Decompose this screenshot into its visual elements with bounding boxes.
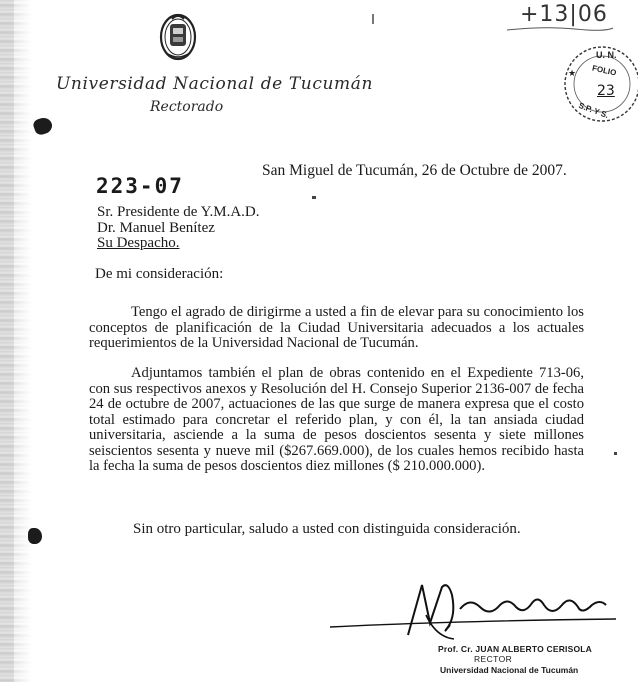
paragraph-1-text: Tengo el agrado de dirigirme a usted a fin de elevar para su conocimiento los conceptos de planificación de la Ciudad Universitaria adecuados a los actuales requerimientos de la Universidad Nacional de Tucumán. bbox=[89, 304, 584, 351]
recipient-line-1: Sr. Presidente de Y.M.A.D. bbox=[97, 204, 260, 220]
closing-line: Sin otro particular, saludo a usted con distinguida consideración. bbox=[133, 521, 521, 537]
scan-edge-dark bbox=[0, 0, 14, 682]
greeting: De mi consideración: bbox=[95, 266, 224, 282]
scan-speck bbox=[372, 14, 374, 24]
stamp-initials: U. N. bbox=[596, 50, 617, 60]
scan-speck bbox=[614, 452, 617, 455]
paragraph-2 bbox=[89, 366, 584, 475]
signatory-title: RECTOR bbox=[474, 654, 513, 664]
reference-underline bbox=[505, 22, 615, 34]
svg-text:★: ★ bbox=[568, 68, 577, 78]
paragraph-2-text: Adjuntamos también el plan de obras contenido en el Expediente 713-06, con sus respectivos anexos y Resolución del H. Consejo Superior 2136-007 de fecha 24 de octubre de 2007, actuaciones de las que surge de manera expresa que el costo total estimado para concretar el referido plan, y con él, la tan ansiada ciudad universitaria, asciende a la suma de pesos doscientos sesenta y siete millones seiscientos sesenta y nueve mil ($267.669.000), de los cuales hemos recibido hasta la fecha la suma de pesos doscientos diez millones ($ 210.000.000). bbox=[89, 365, 584, 474]
recipient-line-2: Dr. Manuel Benítez bbox=[97, 220, 215, 236]
office-name: Rectorado bbox=[150, 99, 224, 115]
binding-mark bbox=[32, 115, 54, 136]
university-name: Universidad Nacional de Tucumán bbox=[56, 74, 374, 94]
document-number: 223-07 bbox=[96, 174, 184, 198]
handwritten-reference: +13|06 bbox=[520, 2, 608, 27]
letter-date: San Miguel de Tucumán, 26 de Octubre de 2007. bbox=[262, 162, 567, 179]
handwritten-signature bbox=[330, 575, 620, 645]
binding-mark bbox=[28, 528, 42, 544]
signatory-institution: Universidad Nacional de Tucumán bbox=[440, 665, 579, 675]
stamp-folio-number: 23 bbox=[597, 83, 615, 99]
scan-speck bbox=[312, 196, 316, 199]
university-crest-icon bbox=[158, 10, 198, 62]
recipient-line-3: Su Despacho. bbox=[97, 235, 180, 251]
paragraph-1 bbox=[89, 305, 584, 352]
signatory-name: Prof. Cr. JUAN ALBERTO CERISOLA bbox=[438, 644, 593, 654]
stamp-folio-label: FOLIO bbox=[591, 63, 618, 78]
stamp-bottom-text: S.P. Y S. bbox=[577, 100, 610, 121]
